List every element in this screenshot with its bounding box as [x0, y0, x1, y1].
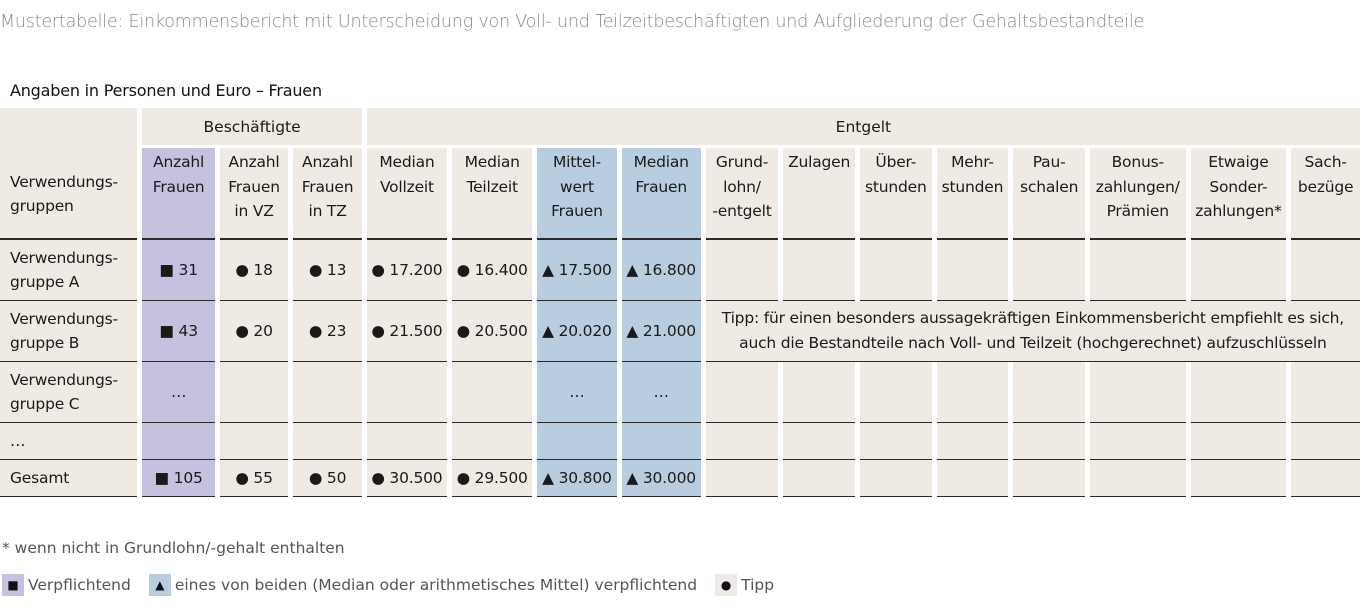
cell-tz: ● 23 — [293, 301, 362, 362]
cell-empty — [860, 240, 932, 301]
cell-empty — [706, 240, 778, 301]
cell-empty — [937, 423, 1009, 460]
footnote: * wenn nicht in Grundlohn/-gehalt enthalten — [2, 539, 345, 557]
table-subtitle: Angaben in Personen und Euro – Frauen — [10, 81, 322, 100]
cell-mittelwert: ▲ 17.500 — [537, 240, 616, 301]
cell-vz: ● 55 — [220, 460, 289, 497]
cell-empty — [783, 362, 855, 423]
col-header-bonus: Bonus- zahlungen/ Prämien — [1090, 148, 1186, 240]
cell-median-vz: ● 21.500 — [367, 301, 447, 362]
cell-empty — [860, 362, 932, 423]
cell-empty — [1013, 423, 1085, 460]
dot-icon: ● — [715, 574, 737, 596]
triangle-icon: ▲ — [149, 574, 171, 596]
cell-tz: ● 50 — [293, 460, 362, 497]
legend — [2, 573, 774, 597]
cell-median-tz: ● 29.500 — [452, 460, 532, 497]
col-header-anzahl-frauen: Anzahl Frauen — [142, 148, 214, 240]
col-header-grundlohn: Grund- lohn/ -entgelt — [706, 148, 778, 240]
cell-empty — [937, 362, 1009, 423]
cell-empty — [1013, 460, 1085, 497]
col-header-sachbezuege: Sach- bezüge — [1291, 148, 1360, 240]
cell-vz: ● 18 — [220, 240, 289, 301]
col-header-zulagen: Zulagen — [783, 148, 855, 240]
col-header-mittelwert-frauen: Mittel- wert Frauen — [537, 148, 616, 240]
cell-empty — [1291, 240, 1360, 301]
table-row — [0, 423, 1360, 460]
cell-median: … — [622, 362, 701, 423]
legend-label-eines-von-beiden: eines von beiden (Median oder arithmetisches Mittel) verpflichtend — [174, 576, 698, 594]
tip-cell: Tipp: für einen besonders aussagekräftigen Einkommensbericht empfiehlt es sich, auch die Bestandteile nach Voll- und Teilzeit (hochgerechnet) aufzuschlüsseln — [706, 301, 1360, 362]
cell-empty — [1191, 460, 1287, 497]
cell-median: ▲ 16.800 — [622, 240, 701, 301]
cell-median-tz: ● 16.400 — [452, 240, 532, 301]
cell-empty — [860, 423, 932, 460]
row-label: … — [0, 423, 137, 460]
table-row-total — [0, 460, 1360, 497]
cell-tz — [293, 362, 362, 423]
cell-median-tz: ● 20.500 — [452, 301, 532, 362]
col-header-ueberstunden: Über- stunden — [860, 148, 932, 240]
cell-empty — [1090, 460, 1186, 497]
cell-mittelwert: … — [537, 362, 616, 423]
row-label: Verwendungs- gruppe C — [0, 362, 137, 423]
cell-anzahl: ■ 105 — [142, 460, 214, 497]
cell-mittelwert — [537, 423, 616, 460]
row-label: Gesamt — [0, 460, 137, 497]
page-title: Mustertabelle: Einkommensbericht mit Unterscheidung von Voll- und Teilzeitbeschäftigten und Aufgliederung der Gehaltsbestandteile — [0, 12, 1145, 32]
cell-empty — [1090, 240, 1186, 301]
cell-empty — [937, 460, 1009, 497]
row-label: Verwendungs- gruppe B — [0, 301, 137, 362]
col-header-anzahl-frauen-tz: Anzahl Frauen in TZ — [293, 148, 362, 240]
col-header-pauschalen: Pau- schalen — [1013, 148, 1085, 240]
legend-label-tipp: Tipp — [741, 576, 775, 594]
cell-empty — [1191, 362, 1287, 423]
table-row — [0, 362, 1360, 423]
cell-median-vz — [367, 423, 447, 460]
cell-empty — [1291, 362, 1360, 423]
cell-empty — [1291, 460, 1360, 497]
cell-median — [622, 423, 701, 460]
cell-anzahl: ■ 31 — [142, 240, 214, 301]
cell-vz: ● 20 — [220, 301, 289, 362]
cell-empty — [1090, 423, 1186, 460]
cell-empty — [1191, 423, 1287, 460]
col-header-anzahl-frauen-vz: Anzahl Frauen in VZ — [220, 148, 289, 240]
square-icon: ■ — [2, 574, 24, 596]
cell-empty — [1013, 362, 1085, 423]
cell-tz: ● 13 — [293, 240, 362, 301]
income-report-table — [0, 108, 1365, 497]
col-header-sonderzahlungen: Etwaige Sonder- zahlungen* — [1191, 148, 1287, 240]
group-header-beschaeftigte: Beschäftigte — [142, 108, 361, 148]
group-header-entgelt: Entgelt — [367, 108, 1360, 148]
cell-median-vz: ● 30.500 — [367, 460, 447, 497]
cell-empty — [1191, 240, 1287, 301]
corner-cell — [0, 108, 137, 148]
cell-empty — [937, 240, 1009, 301]
cell-empty — [1013, 240, 1085, 301]
cell-median-vz: ● 17.200 — [367, 240, 447, 301]
cell-median: ▲ 30.000 — [622, 460, 701, 497]
col-header-median-teilzeit: Median Teilzeit — [452, 148, 532, 240]
col-header-median-vollzeit: Median Vollzeit — [367, 148, 447, 240]
cell-vz — [220, 362, 289, 423]
cell-empty — [783, 240, 855, 301]
cell-empty — [706, 362, 778, 423]
col-header-verwendungsgruppen: Verwendungs- gruppen — [0, 148, 137, 240]
legend-label-verpflichtend: Verpflichtend — [28, 576, 131, 594]
cell-median-vz — [367, 362, 447, 423]
cell-empty — [706, 423, 778, 460]
cell-mittelwert: ▲ 30.800 — [537, 460, 616, 497]
cell-empty — [783, 423, 855, 460]
col-header-median-frauen: Median Frauen — [622, 148, 701, 240]
cell-empty — [783, 460, 855, 497]
cell-empty — [1291, 423, 1360, 460]
table-row — [0, 240, 1360, 301]
cell-empty — [706, 460, 778, 497]
col-header-mehrstunden: Mehr- stunden — [937, 148, 1009, 240]
cell-median-tz — [452, 423, 532, 460]
cell-empty — [1090, 362, 1186, 423]
cell-median-tz — [452, 362, 532, 423]
cell-median: ▲ 21.000 — [622, 301, 701, 362]
row-label: Verwendungs- gruppe A — [0, 240, 137, 301]
cell-empty — [860, 460, 932, 497]
cell-mittelwert: ▲ 20.020 — [537, 301, 616, 362]
cell-vz — [220, 423, 289, 460]
cell-anzahl: ■ 43 — [142, 301, 214, 362]
cell-anzahl — [142, 423, 214, 460]
cell-anzahl: … — [142, 362, 214, 423]
table-row — [0, 301, 1360, 362]
cell-tz — [293, 423, 362, 460]
